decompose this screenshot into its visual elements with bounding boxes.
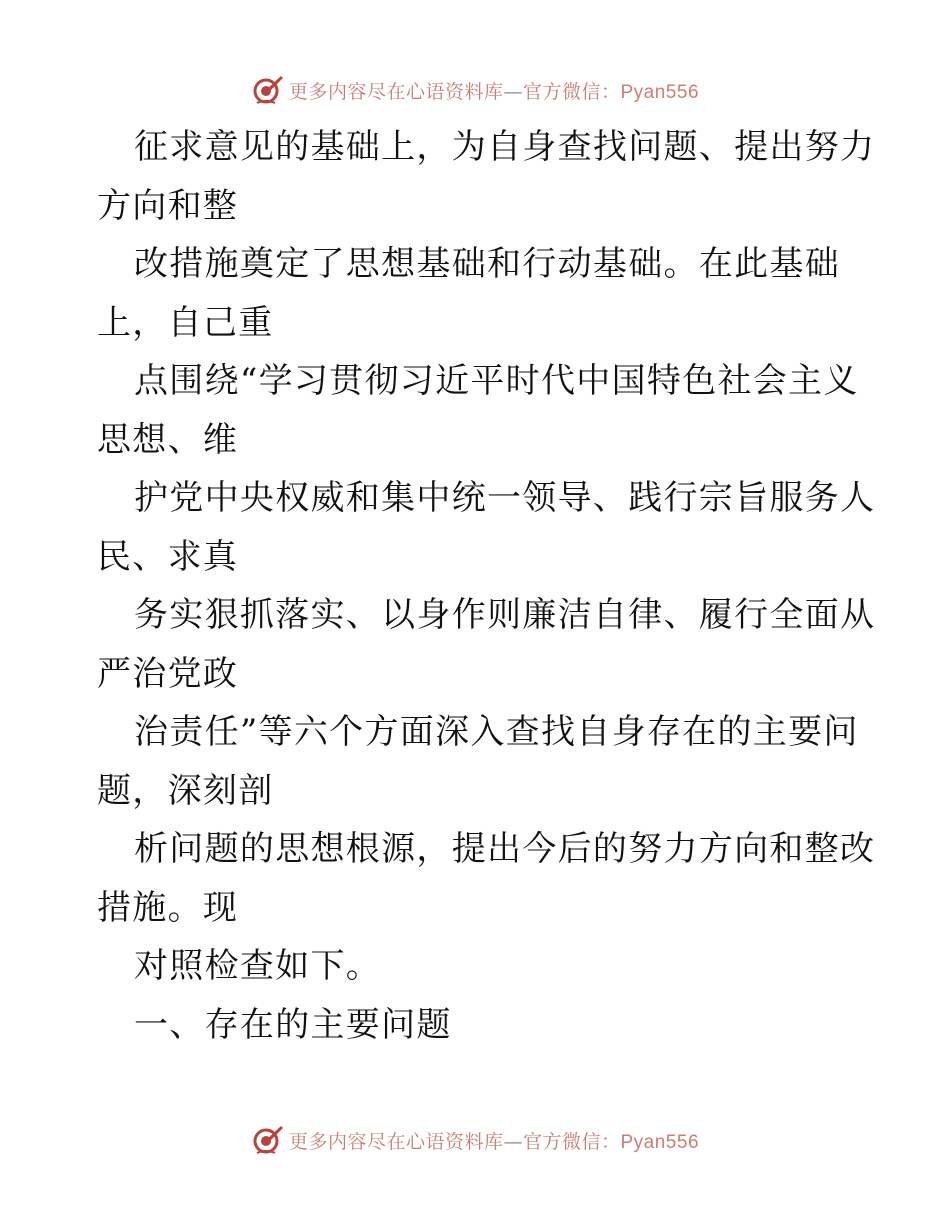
document-line: 一、存在的主要问题: [134, 1004, 452, 1045]
document-line: 措施。现: [97, 887, 239, 928]
document-line: 改措施奠定了思想基础和行动基础。在此基础: [134, 244, 840, 284]
banner-wechat-code: Pyan556: [620, 1131, 700, 1153]
document-line: 上，自己重: [97, 302, 274, 343]
banner-main-text: 更多内容尽在心语资料库: [288, 80, 504, 103]
header-banner: [0, 70, 950, 110]
banner-dash: —: [503, 1130, 523, 1153]
pen-logo-icon: [251, 1123, 285, 1157]
banner-wechat-code: Pyan556: [620, 81, 700, 103]
document-line: 民、求真: [97, 536, 239, 577]
banner-wechat-label: 官方微信：: [522, 80, 621, 103]
document-line: 思想、维: [97, 419, 239, 460]
pen-logo-icon: [251, 73, 285, 107]
document-line: 对照检查如下。: [134, 946, 382, 986]
document-line: 严治党政: [97, 653, 239, 694]
document-line: 征求意见的基础上，为自身查找问题、提出努力: [134, 127, 876, 167]
banner-main-text: 更多内容尽在心语资料库: [288, 1130, 504, 1153]
document-line: 务实狠抓落实、以身作则廉洁自律、履行全面从: [134, 595, 876, 635]
document-line: 题，深刻剖: [97, 770, 274, 811]
banner-wechat-label: 官方微信：: [522, 1130, 621, 1153]
document-line: 方向和整: [97, 185, 239, 226]
document-line: 析问题的思想根源，提出今后的努力方向和整改: [134, 829, 876, 869]
document-body: [97, 118, 876, 1054]
document-line: 点围绕“学习贯彻习近平时代中国特色社会主义: [134, 361, 859, 401]
banner-dash: —: [503, 80, 523, 103]
footer-banner: [0, 1120, 950, 1160]
document-line: 治责任”等六个方面深入查找自身存在的主要问: [134, 712, 859, 752]
document-line: 护党中央权威和集中统一领导、践行宗旨服务人: [134, 478, 876, 518]
